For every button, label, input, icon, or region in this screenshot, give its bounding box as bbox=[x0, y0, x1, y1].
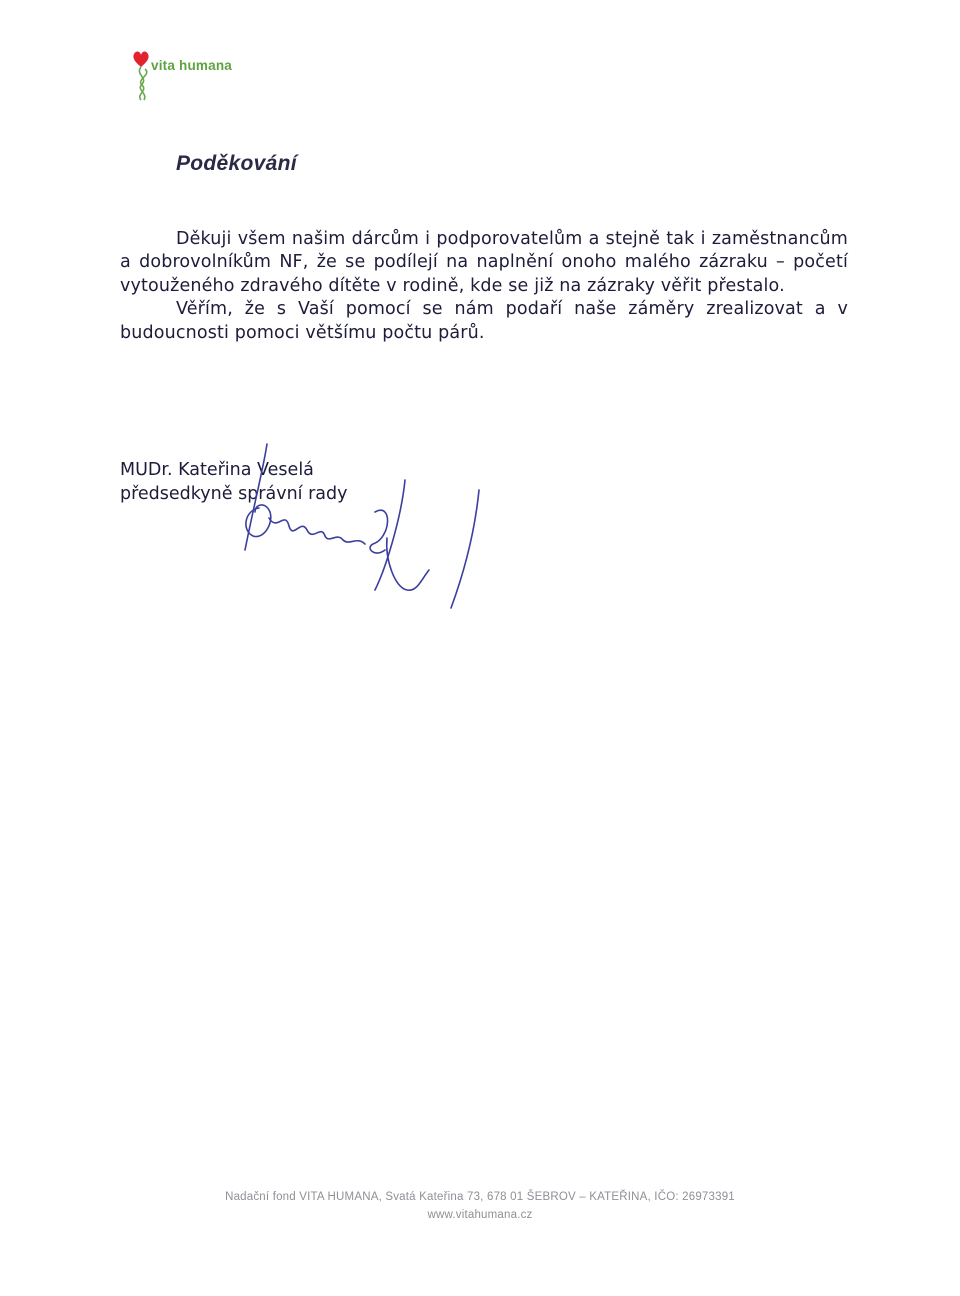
footer-website: www.vitahumana.cz bbox=[427, 1209, 533, 1221]
body-paragraph: Věřím, že s Vaší pomocí se nám podaří naše záměry zrealizovat a v budoucnosti pomoci většímu počtu párů. bbox=[120, 299, 848, 343]
letter-title: Poděkování bbox=[176, 152, 297, 175]
letter-body bbox=[120, 228, 848, 345]
signatory-name: MUDr. Kateřina Veselá bbox=[120, 460, 314, 480]
footer-address: Nadační fond VITA HUMANA, Svatá Kateřina 73, 678 01 ŠEBROV – KATEŘINA, IČO: 26973391 bbox=[225, 1191, 735, 1203]
letter-footer bbox=[0, 1188, 960, 1224]
heart-helix-icon bbox=[132, 48, 172, 104]
vita-humana-logo bbox=[132, 48, 252, 104]
handwritten-signature bbox=[225, 440, 495, 620]
logo-wordmark: vita humana bbox=[151, 58, 232, 73]
body-paragraph: Děkuji všem našim dárcům i podporovatelům a stejně tak i zaměstnancům a dobrovolníkům NF, že se podílejí na naplnění onoho malého zázraku – početí vytouženého zdravého dítěte v rodině, kde se již na zázraky věřit přestalo. bbox=[120, 229, 848, 296]
signatory-role: předsedkyně správní rady bbox=[120, 484, 348, 504]
